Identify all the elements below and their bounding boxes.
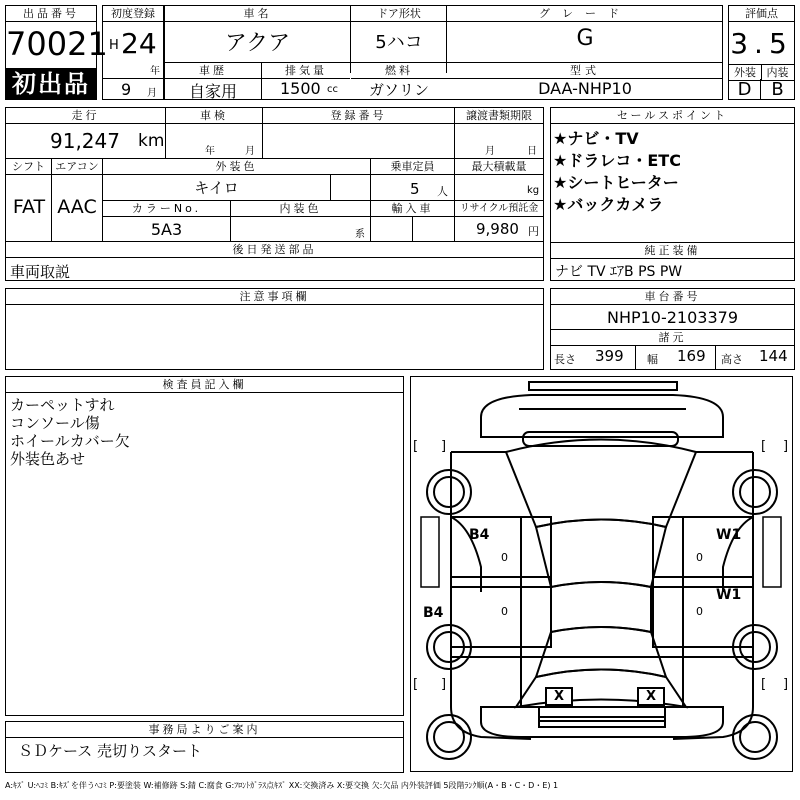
- inspection-year-unit: 年: [205, 146, 215, 157]
- lot-number-cell: [5, 5, 108, 100]
- recycle-deposit: 9,980: [476, 220, 519, 238]
- chassis-number: NHP10-2103379: [606, 308, 739, 327]
- zero-mark: 0: [696, 551, 703, 564]
- damage-mark-w1: W1: [716, 527, 742, 543]
- bracket-mark: ]: [441, 439, 447, 454]
- damage-mark-w1: W1: [716, 587, 742, 603]
- interior-score: B: [771, 79, 784, 100]
- exterior-score: D: [729, 79, 761, 100]
- height-label: 高さ: [721, 353, 743, 366]
- mileage: 91,247: [50, 129, 120, 153]
- import-label: 輸入車: [371, 201, 454, 217]
- door-type: 5ハコ: [375, 32, 423, 53]
- shift-label: シフト: [6, 159, 52, 175]
- interior-color-unit: 系: [355, 229, 365, 240]
- fuel-label: 燃料: [351, 63, 447, 79]
- sales-points-block: [550, 107, 795, 281]
- sales-points-label: セールスポイント: [551, 108, 794, 124]
- equipment-label: 純正装備: [551, 242, 794, 259]
- mileage-unit: km: [138, 131, 165, 151]
- divider: [330, 174, 331, 200]
- displacement: 1500: [280, 79, 321, 98]
- width-label: 幅: [647, 353, 658, 366]
- zero-mark: 0: [696, 605, 703, 618]
- score-cell: [728, 5, 795, 100]
- capacity-unit: 人: [437, 185, 448, 198]
- car-name: アクア: [224, 31, 291, 56]
- divider: [715, 345, 716, 370]
- equipment: ナビ TV ｴｱB PS PW: [555, 264, 683, 280]
- exterior-color: キイロ: [194, 179, 239, 197]
- car-outline: [411, 377, 792, 771]
- bracket-mark: ]: [441, 677, 447, 692]
- grade-label: グレード: [447, 6, 723, 22]
- max-load-unit: kg: [527, 185, 540, 196]
- recycle-deposit-unit: 円: [528, 225, 539, 238]
- damage-mark-x: X: [545, 687, 573, 706]
- lot-number-label: 出品番号: [6, 6, 96, 22]
- first-registration-label: 初度登録: [103, 6, 163, 22]
- displacement-label: 排気量: [262, 63, 350, 79]
- door-label: ドア形状: [351, 6, 447, 22]
- interior-label: 内装: [761, 64, 794, 81]
- chassis-block: [550, 288, 795, 370]
- color-number: 5A3: [150, 220, 183, 239]
- color-number-label: カラーNo.: [103, 201, 230, 217]
- transfer-day-unit: 日: [527, 146, 537, 157]
- office-message: ＳＤケース 売切りスタート: [18, 742, 203, 760]
- air-conditioning: AAC: [57, 196, 97, 218]
- width: 169: [677, 347, 706, 365]
- registration-year: 24: [121, 27, 157, 60]
- divider: [412, 216, 413, 241]
- inspector-note: ホイールカバー欠: [10, 432, 130, 450]
- sales-point-item: ★ナビ・TV: [553, 129, 639, 148]
- inspector-note: カーペットすれ: [10, 396, 115, 414]
- capacity: 5: [410, 180, 420, 198]
- max-load-label: 最大積載量: [455, 159, 543, 175]
- car-name-label: 車名: [165, 6, 350, 22]
- fuel: ガソリン: [368, 81, 429, 99]
- chassis-label: 車台番号: [551, 289, 794, 305]
- notes-label: 注意事項欄: [6, 289, 543, 305]
- inspector-block: [5, 376, 404, 716]
- later-parts-label: 後日発送部品: [6, 242, 543, 258]
- shift: FAT: [12, 196, 46, 218]
- score: 3.5: [730, 27, 793, 60]
- bracket-mark: ]: [783, 439, 789, 454]
- score-label: 評価点: [729, 6, 794, 22]
- damage-diagram: [410, 376, 793, 772]
- sales-point-item: ★ドラレコ・ETC: [553, 151, 681, 170]
- history-label: 車歴: [165, 63, 262, 79]
- exterior-color-label: 外装色: [103, 159, 370, 175]
- transfer-month-unit: 月: [485, 146, 495, 157]
- office-block: [5, 721, 404, 773]
- notes-block: [5, 288, 544, 370]
- recycle-deposit-label: リサイクル預託金: [455, 201, 543, 217]
- legend: A:ｷｽﾞ U:ﾍｺﾐ B:ｷｽﾞを伴うﾍｺﾐ P:要塗装 W:補修跡 S:錆 C:腐食 G:ﾌﾛﾝﾄｶﾞﾗｽ点ｷｽﾞ XX:交換済み X:要交換 欠:欠品 内外装評価 5段階ﾗﾝｸ順(A・B・C・D・E) 1: [5, 781, 559, 790]
- inspection-month-unit: 月: [245, 146, 255, 157]
- sales-point-item: ★シートヒーター: [553, 173, 679, 192]
- inspector-label: 検査員記入欄: [6, 377, 403, 393]
- bracket-mark: [: [413, 677, 419, 692]
- first-listing-badge: 初出品: [6, 68, 96, 100]
- damage-mark-x: X: [637, 687, 665, 706]
- vehicle-history: 自家用: [165, 79, 262, 99]
- damage-mark-b4: B4: [423, 605, 444, 621]
- inspector-note: 外装色あせ: [10, 450, 86, 468]
- capacity-label: 乗車定員: [371, 159, 454, 175]
- zero-mark: 0: [501, 551, 508, 564]
- first-registration-cell: [102, 5, 164, 100]
- displacement-unit: cc: [327, 84, 338, 95]
- registration-number-label: 登録番号: [263, 108, 454, 124]
- length: 399: [595, 347, 624, 365]
- sales-point-item: ★バックカメラ: [553, 195, 664, 214]
- bracket-mark: [: [761, 439, 767, 454]
- era-letter: H: [109, 38, 119, 53]
- damage-mark-b4: B4: [469, 527, 490, 543]
- grade: G: [576, 26, 594, 51]
- bracket-mark: [: [413, 439, 419, 454]
- model-label: 型式: [447, 63, 723, 79]
- bracket-mark: ]: [783, 677, 789, 692]
- height: 144: [759, 347, 788, 365]
- year-unit: 年: [150, 66, 160, 77]
- lot-number: 70021: [6, 25, 108, 63]
- ac-label: エアコン: [52, 159, 102, 175]
- zero-mark: 0: [501, 605, 508, 618]
- inspector-note: コンソール傷: [10, 414, 100, 432]
- office-label: 事務局よりご案内: [6, 722, 403, 738]
- interior-color-label: 内装色: [231, 201, 370, 217]
- later-parts: 車両取説: [10, 263, 71, 281]
- length-label: 長さ: [554, 353, 576, 366]
- mileage-label: 走行: [6, 108, 166, 124]
- transfer-deadline-label: 譲渡書類期限: [455, 108, 543, 124]
- bracket-mark: [: [761, 677, 767, 692]
- dimensions-label: 諸元: [551, 329, 794, 346]
- model-code: DAA-NHP10: [538, 79, 632, 98]
- exterior-label: 外装: [729, 64, 762, 81]
- divider: [635, 345, 636, 370]
- registration-month: 9: [121, 80, 132, 99]
- month-unit: 月: [147, 88, 157, 99]
- inspection-label: 車検: [166, 108, 262, 124]
